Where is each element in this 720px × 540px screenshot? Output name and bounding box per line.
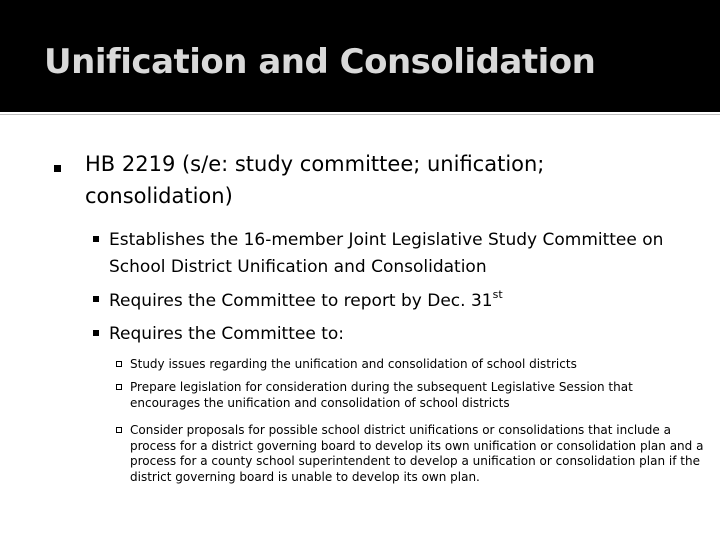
superscript-st: st	[492, 288, 503, 301]
title-bar	[0, 0, 720, 112]
bullet-square-icon	[93, 330, 99, 336]
slide-title: Unification and Consolidation	[44, 42, 596, 82]
bullet-hb2219: HB 2219 (s/e: study committee; unification; consolidation)	[85, 152, 545, 208]
sub-bullet-report-text: Requires the Committee to report by Dec. 31	[109, 291, 493, 311]
task-study-issues: Study issues regarding the unification and consolidation of school districts	[130, 357, 577, 371]
bullet-square-icon	[93, 296, 99, 302]
bullet-square-icon	[54, 165, 61, 172]
title-divider	[0, 114, 720, 115]
sub-bullet-requires: Requires the Committee to:	[109, 324, 344, 344]
bullet-outline-square-icon	[116, 384, 122, 390]
bullet-square-icon	[93, 236, 99, 242]
sub-bullet-report	[109, 288, 709, 315]
task-prepare-legislation: Prepare legislation for consideration during the subsequent Legislative Session that encourages the unification and consolidation of school districts	[130, 380, 633, 410]
sub-bullet-establishes: Establishes the 16-member Joint Legislative Study Committee on School District Unification and Consolidation	[109, 230, 664, 277]
task-consider-proposals: Consider proposals for possible school district unifications or consolidations that include a process for a district governing board to develop its own unification or consolidation plan and a process for a county school superintendent to develop a unification or consolidation plan if the district governing board is unable to develop its own plan.	[130, 423, 704, 484]
bullet-outline-square-icon	[116, 361, 122, 367]
bullet-outline-square-icon	[116, 427, 122, 433]
